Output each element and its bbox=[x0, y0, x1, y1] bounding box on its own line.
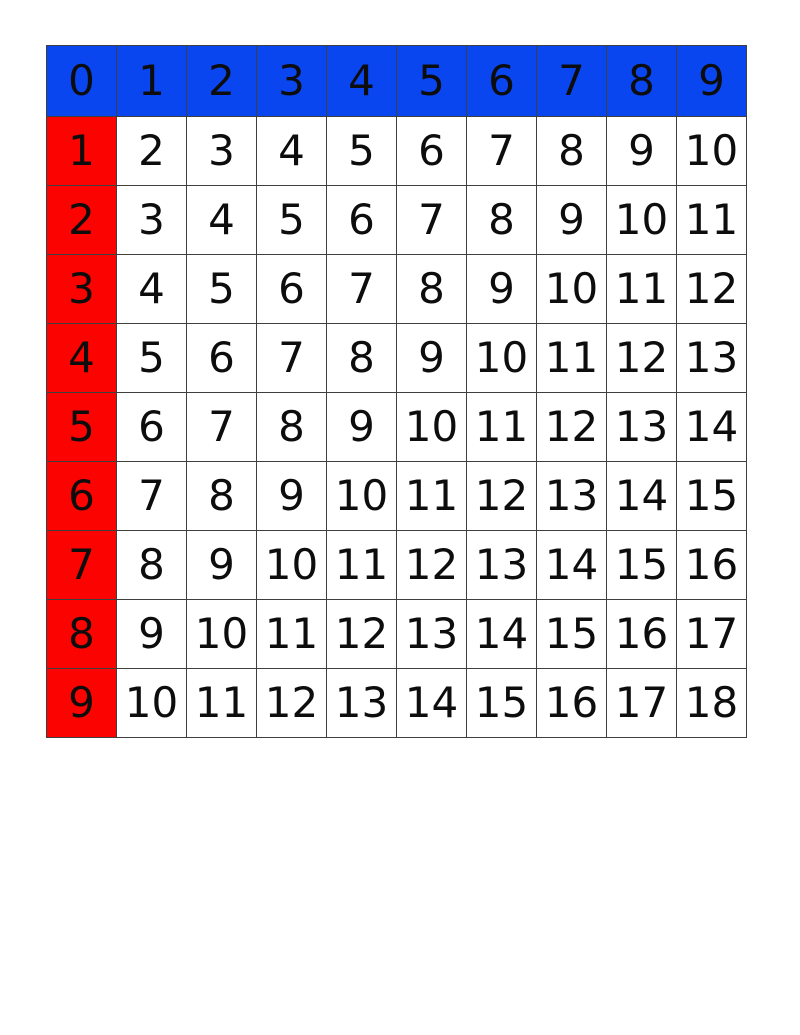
sum-cell: 18 bbox=[677, 669, 747, 738]
column-header-0: 0 bbox=[47, 46, 117, 117]
addition-table bbox=[46, 45, 747, 738]
sum-cell: 7 bbox=[397, 186, 467, 255]
sum-cell: 7 bbox=[187, 393, 257, 462]
column-header-3: 3 bbox=[257, 46, 327, 117]
sum-cell: 9 bbox=[257, 462, 327, 531]
sum-cell: 14 bbox=[537, 531, 607, 600]
table-row bbox=[47, 531, 747, 600]
sum-cell: 15 bbox=[537, 600, 607, 669]
row-header-9: 9 bbox=[47, 669, 117, 738]
sum-cell: 13 bbox=[467, 531, 537, 600]
column-header-6: 6 bbox=[467, 46, 537, 117]
row-header-8: 8 bbox=[47, 600, 117, 669]
sum-cell: 12 bbox=[607, 324, 677, 393]
sum-cell: 8 bbox=[117, 531, 187, 600]
sum-cell: 4 bbox=[117, 255, 187, 324]
sum-cell: 9 bbox=[397, 324, 467, 393]
sum-cell: 9 bbox=[327, 393, 397, 462]
row-header-4: 4 bbox=[47, 324, 117, 393]
row-header-5: 5 bbox=[47, 393, 117, 462]
sum-cell: 2 bbox=[117, 117, 187, 186]
sum-cell: 9 bbox=[607, 117, 677, 186]
sum-cell: 11 bbox=[467, 393, 537, 462]
column-header-2: 2 bbox=[187, 46, 257, 117]
sum-cell: 6 bbox=[187, 324, 257, 393]
table-row bbox=[47, 117, 747, 186]
sum-cell: 5 bbox=[187, 255, 257, 324]
sum-cell: 17 bbox=[607, 669, 677, 738]
sum-cell: 10 bbox=[677, 117, 747, 186]
sum-cell: 5 bbox=[117, 324, 187, 393]
table-row bbox=[47, 462, 747, 531]
column-header-1: 1 bbox=[117, 46, 187, 117]
sum-cell: 6 bbox=[257, 255, 327, 324]
sum-cell: 7 bbox=[327, 255, 397, 324]
sum-cell: 9 bbox=[537, 186, 607, 255]
column-header-4: 4 bbox=[327, 46, 397, 117]
row-header-2: 2 bbox=[47, 186, 117, 255]
sum-cell: 6 bbox=[397, 117, 467, 186]
sum-cell: 11 bbox=[537, 324, 607, 393]
sum-cell: 11 bbox=[397, 462, 467, 531]
column-header-5: 5 bbox=[397, 46, 467, 117]
sum-cell: 6 bbox=[327, 186, 397, 255]
sum-cell: 15 bbox=[467, 669, 537, 738]
column-header-7: 7 bbox=[537, 46, 607, 117]
table-row bbox=[47, 600, 747, 669]
sum-cell: 12 bbox=[397, 531, 467, 600]
sum-cell: 9 bbox=[467, 255, 537, 324]
table-row bbox=[47, 255, 747, 324]
row-header-6: 6 bbox=[47, 462, 117, 531]
sum-cell: 5 bbox=[327, 117, 397, 186]
row-header-7: 7 bbox=[47, 531, 117, 600]
sum-cell: 11 bbox=[257, 600, 327, 669]
sum-cell: 10 bbox=[537, 255, 607, 324]
sum-cell: 13 bbox=[327, 669, 397, 738]
sum-cell: 8 bbox=[397, 255, 467, 324]
sum-cell: 4 bbox=[187, 186, 257, 255]
sum-cell: 12 bbox=[327, 600, 397, 669]
sum-cell: 14 bbox=[397, 669, 467, 738]
sum-cell: 7 bbox=[467, 117, 537, 186]
row-header-3: 3 bbox=[47, 255, 117, 324]
sum-cell: 10 bbox=[187, 600, 257, 669]
table-row bbox=[47, 393, 747, 462]
sum-cell: 13 bbox=[537, 462, 607, 531]
sum-cell: 12 bbox=[467, 462, 537, 531]
sum-cell: 13 bbox=[397, 600, 467, 669]
sum-cell: 14 bbox=[467, 600, 537, 669]
sum-cell: 11 bbox=[677, 186, 747, 255]
column-header-9: 9 bbox=[677, 46, 747, 117]
sum-cell: 16 bbox=[677, 531, 747, 600]
sum-cell: 10 bbox=[117, 669, 187, 738]
sum-cell: 16 bbox=[607, 600, 677, 669]
sum-cell: 6 bbox=[117, 393, 187, 462]
sum-cell: 10 bbox=[327, 462, 397, 531]
sum-cell: 13 bbox=[677, 324, 747, 393]
row-header-1: 1 bbox=[47, 117, 117, 186]
sum-cell: 7 bbox=[117, 462, 187, 531]
sum-cell: 3 bbox=[187, 117, 257, 186]
table-body bbox=[47, 117, 747, 738]
sum-cell: 13 bbox=[607, 393, 677, 462]
sum-cell: 7 bbox=[257, 324, 327, 393]
sum-cell: 8 bbox=[187, 462, 257, 531]
sum-cell: 8 bbox=[327, 324, 397, 393]
sum-cell: 10 bbox=[467, 324, 537, 393]
table-row bbox=[47, 186, 747, 255]
sum-cell: 8 bbox=[537, 117, 607, 186]
sum-cell: 10 bbox=[397, 393, 467, 462]
sum-cell: 8 bbox=[257, 393, 327, 462]
sum-cell: 3 bbox=[117, 186, 187, 255]
sum-cell: 11 bbox=[187, 669, 257, 738]
sum-cell: 14 bbox=[607, 462, 677, 531]
sum-cell: 15 bbox=[677, 462, 747, 531]
sum-cell: 5 bbox=[257, 186, 327, 255]
header-row bbox=[47, 46, 747, 117]
sum-cell: 17 bbox=[677, 600, 747, 669]
sum-cell: 12 bbox=[537, 393, 607, 462]
table-row bbox=[47, 324, 747, 393]
sum-cell: 9 bbox=[117, 600, 187, 669]
sum-cell: 11 bbox=[607, 255, 677, 324]
table-row bbox=[47, 669, 747, 738]
sum-cell: 4 bbox=[257, 117, 327, 186]
sum-cell: 16 bbox=[537, 669, 607, 738]
sum-cell: 10 bbox=[257, 531, 327, 600]
sum-cell: 15 bbox=[607, 531, 677, 600]
sum-cell: 9 bbox=[187, 531, 257, 600]
sum-cell: 8 bbox=[467, 186, 537, 255]
sum-cell: 12 bbox=[257, 669, 327, 738]
column-header-8: 8 bbox=[607, 46, 677, 117]
sum-cell: 11 bbox=[327, 531, 397, 600]
sum-cell: 12 bbox=[677, 255, 747, 324]
sum-cell: 14 bbox=[677, 393, 747, 462]
sum-cell: 10 bbox=[607, 186, 677, 255]
